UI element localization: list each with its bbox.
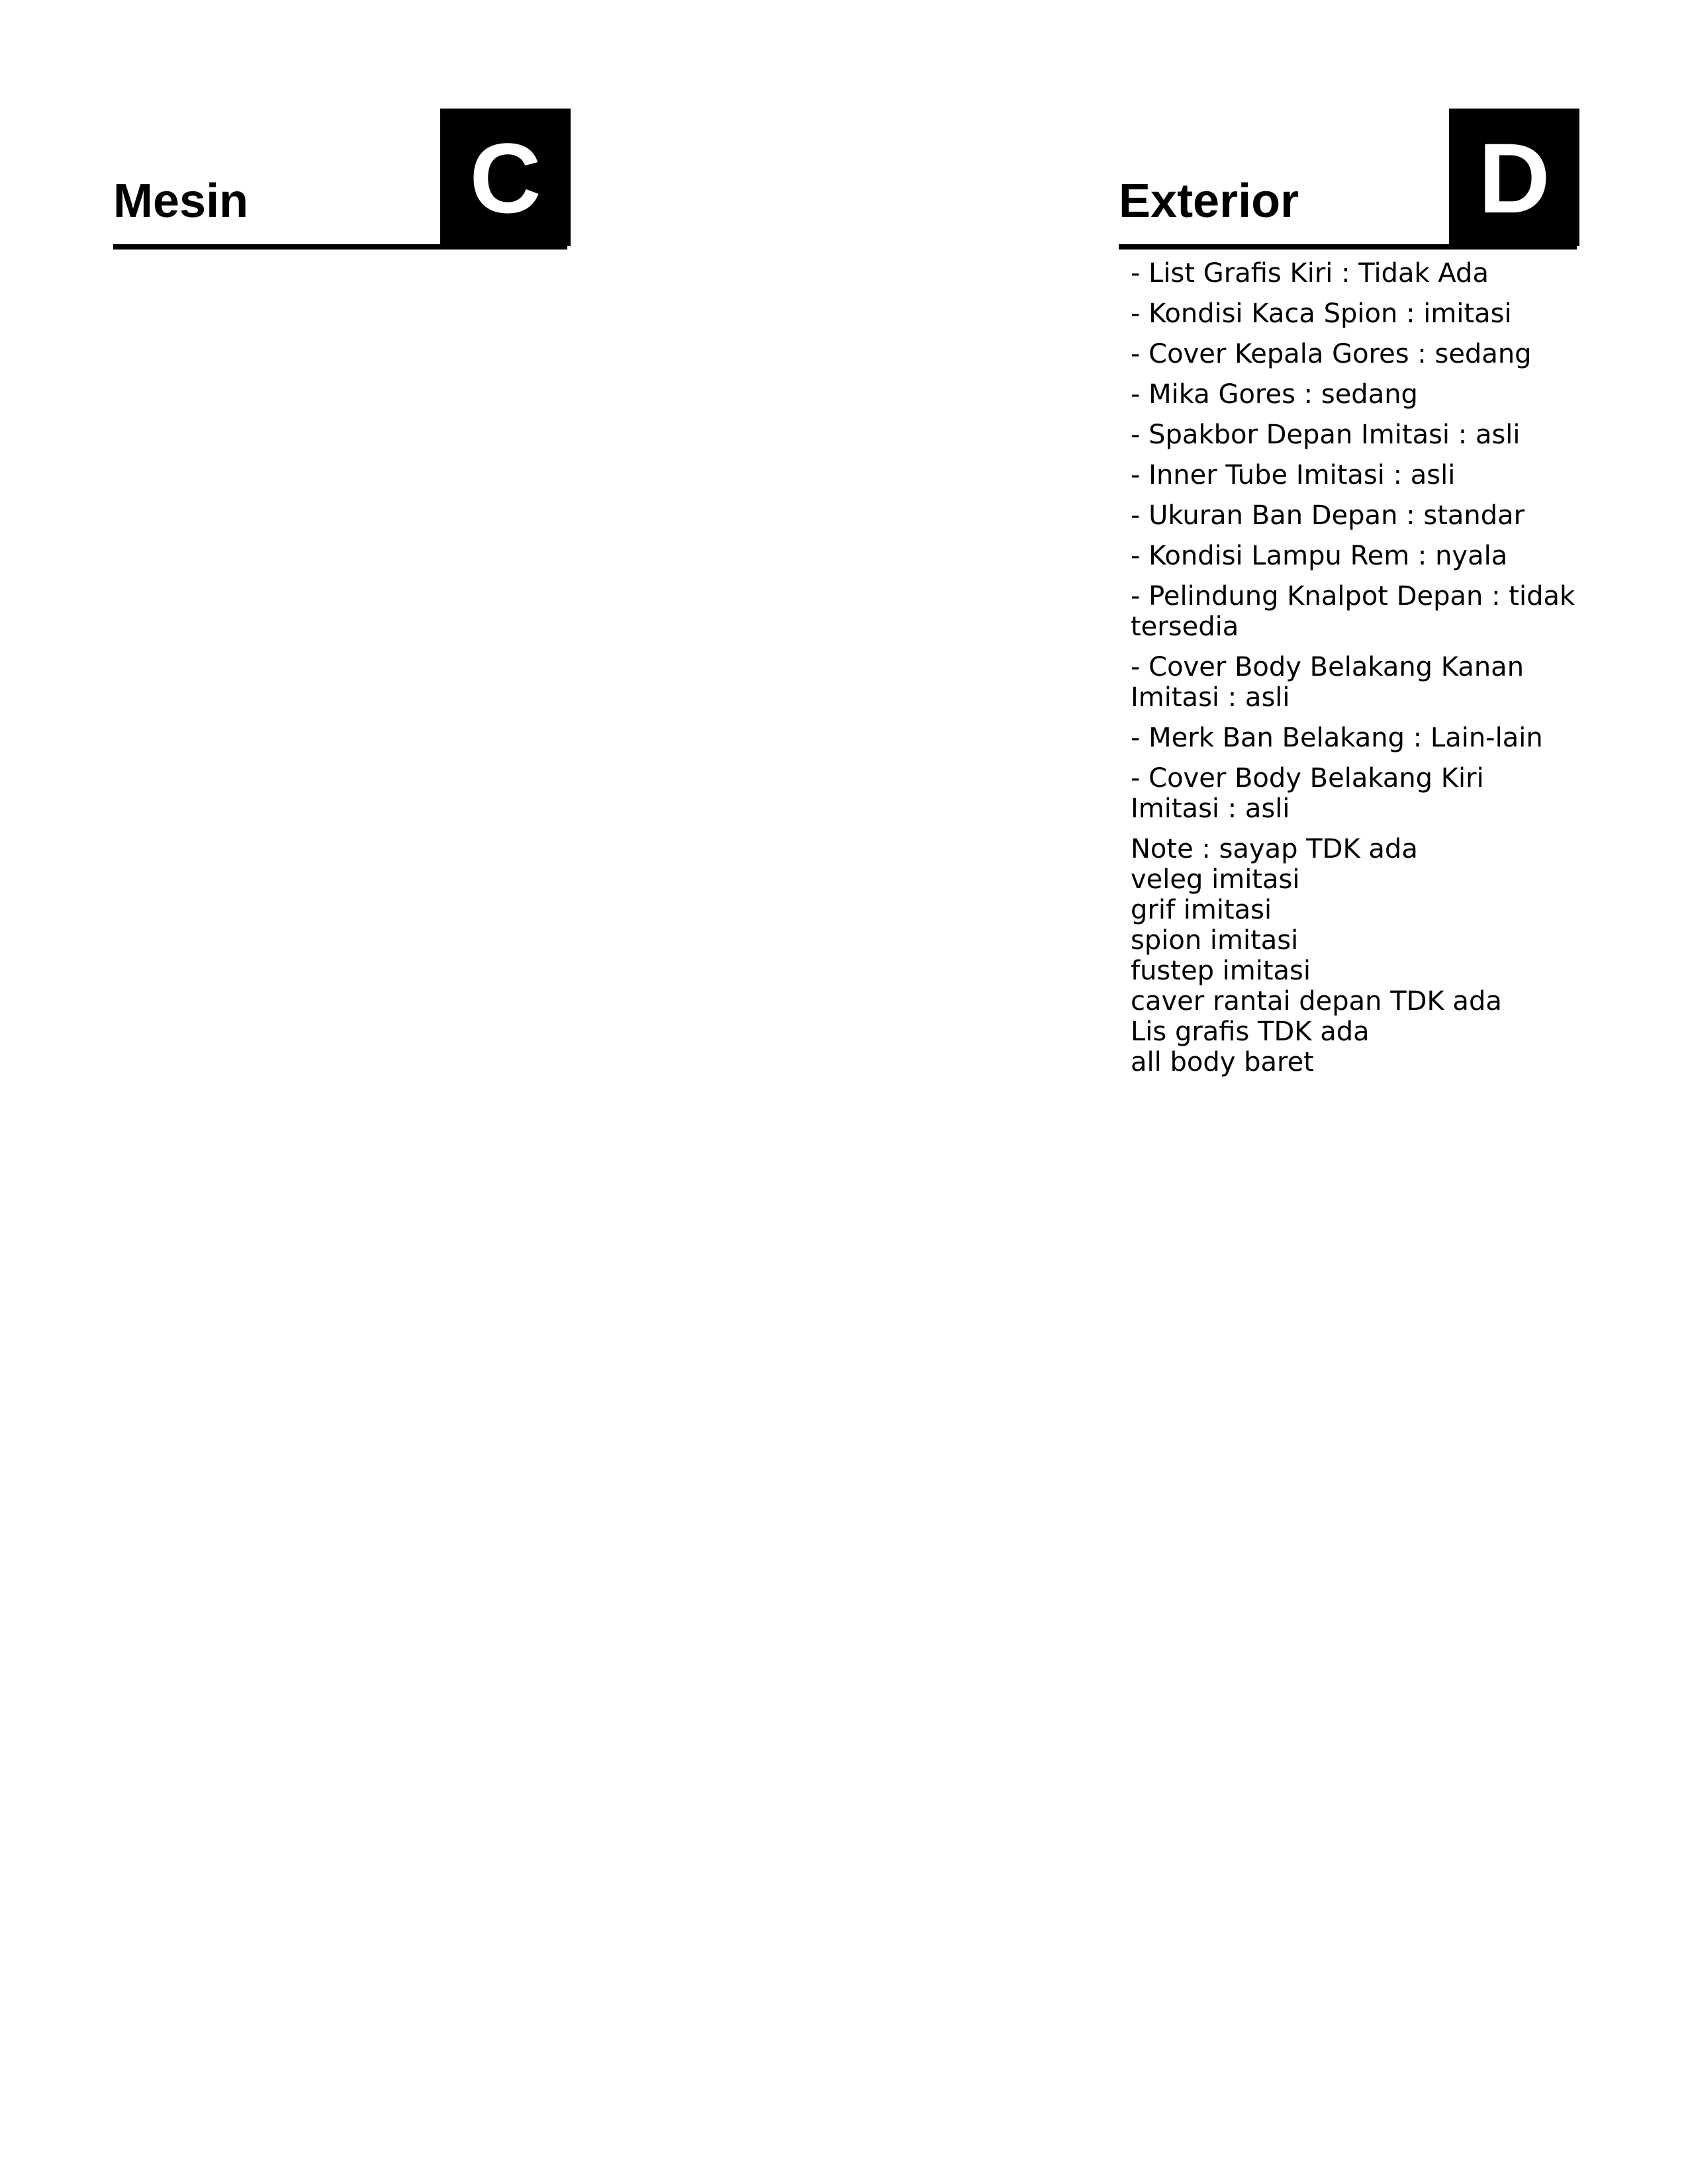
exterior-note: [1131, 834, 1581, 1077]
list-item: - Cover Body Belakang Kanan Imitasi : asli: [1131, 652, 1524, 713]
list-item: - Cover Body Belakang Kiri Imitasi : asli: [1131, 763, 1484, 824]
list-item: - Mika Gores : sedang: [1131, 379, 1418, 410]
exterior-details-list: [1131, 258, 1581, 1077]
section-letter-badge-c: C: [440, 109, 571, 246]
list-item: - Ukuran Ban Depan : standar: [1131, 500, 1525, 531]
list-item: - Merk Ban Belakang : Lain-lain: [1131, 723, 1543, 753]
section-title-exterior: Exterior: [1119, 175, 1299, 228]
list-item: - Inner Tube Imitasi : asli: [1131, 460, 1456, 490]
note-line: Lis grafis TDK ada: [1131, 1017, 1370, 1047]
note-line: grif imitasi: [1131, 895, 1272, 925]
note-line: all body baret: [1131, 1047, 1314, 1077]
section-title-mesin: Mesin: [113, 175, 249, 228]
list-item: - Cover Kepala Gores : sedang: [1131, 339, 1532, 369]
list-item: - List Grafis Kiri : Tidak Ada: [1131, 258, 1489, 289]
note-line: Note : sayap TDK ada: [1131, 834, 1418, 864]
section-letter-badge-d: D: [1449, 109, 1579, 246]
note-line: caver rantai depan TDK ada: [1131, 986, 1502, 1017]
list-item: - Kondisi Kaca Spion : imitasi: [1131, 298, 1512, 329]
list-item: - Spakbor Depan Imitasi : asli: [1131, 420, 1521, 450]
note-line: fustep imitasi: [1131, 956, 1311, 986]
note-line: spion imitasi: [1131, 925, 1299, 956]
list-item: - Kondisi Lampu Rem : nyala: [1131, 541, 1508, 571]
note-line: veleg imitasi: [1131, 864, 1300, 895]
list-item: - Pelindung Knalpot Depan : tidak tersedia: [1131, 581, 1575, 642]
